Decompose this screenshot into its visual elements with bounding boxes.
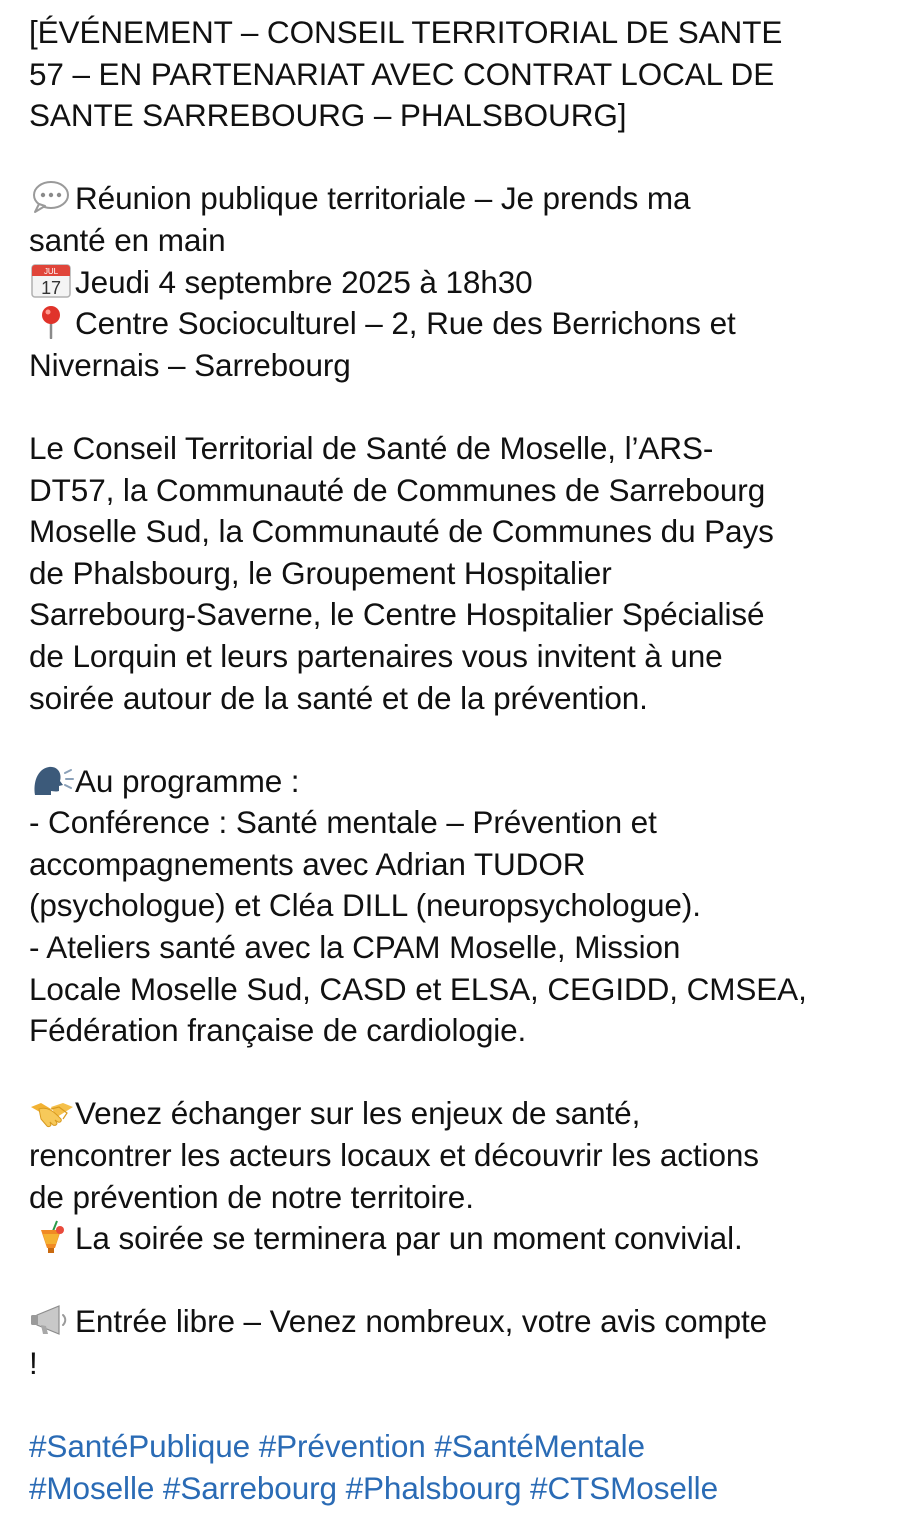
meeting-title-cont: santé en main [29, 221, 226, 258]
program-line: Locale Moselle Sud, CASD et ELSA, CEGIDD, CMSEA, [29, 970, 807, 1007]
title-line: 57 – EN PARTENARIAT AVEC CONTRAT LOCAL DE [29, 55, 775, 92]
location-line [29, 303, 870, 345]
exchange-text-cont: de prévention de notre territoire. [29, 1178, 474, 1215]
meeting-title: Réunion publique territoriale – Je prends ma [75, 180, 691, 217]
hashtag-link[interactable]: #Prévention [258, 1428, 426, 1465]
calendar-day: 17 [41, 277, 61, 298]
program-heading: Au programme : [75, 762, 300, 799]
post-title [29, 12, 870, 137]
entry-line [29, 1301, 870, 1343]
megaphone-icon [29, 1303, 75, 1337]
exchange-text: Venez échanger sur les enjeux de santé, [75, 1095, 641, 1132]
exchange-section [29, 1093, 870, 1259]
intro-line: de Phalsbourg, le Groupement Hospitalier [29, 554, 612, 591]
hashtag-line [29, 1468, 870, 1510]
hashtag-link[interactable]: #CTSMoselle [530, 1469, 718, 1506]
hashtag-link[interactable]: #Moselle [29, 1469, 155, 1506]
intro-line: Le Conseil Territorial de Santé de Moselle, l’ARS- [29, 429, 714, 466]
date-line [29, 262, 870, 304]
speaking-head-icon [29, 763, 75, 797]
intro-paragraph [29, 428, 870, 719]
program-line: accompagnements avec Adrian TUDOR [29, 845, 586, 882]
calendar-icon [29, 264, 75, 298]
hashtags [29, 1426, 870, 1509]
program-line: - Conférence : Santé mentale – Prévention et [29, 804, 657, 841]
intro-line: Moselle Sud, la Communauté de Communes du Pays [29, 513, 774, 550]
hashtag-link[interactable]: #Sarrebourg [162, 1469, 337, 1506]
program-heading-line [29, 761, 870, 803]
closing-line [29, 1218, 870, 1260]
event-date: Jeudi 4 septembre 2025 à 18h30 [75, 263, 533, 300]
entry-text-cont: ! [29, 1345, 38, 1381]
event-location-cont: Nivernais – Sarrebourg [29, 346, 351, 383]
exchange-text-cont: rencontrer les acteurs locaux et découvrir les actions [29, 1137, 759, 1174]
handshake-icon [29, 1095, 75, 1129]
intro-line: de Lorquin et leurs partenaires vous invitent à une [29, 637, 723, 674]
entry-section [29, 1301, 870, 1384]
title-line: [ÉVÉNEMENT – CONSEIL TERRITORIAL DE SANTE [29, 14, 783, 50]
closing-text: La soirée se terminera par un moment convivial. [75, 1220, 743, 1257]
program-line: - Ateliers santé avec la CPAM Moselle, Mission [29, 929, 681, 966]
hashtag-link[interactable]: #SantéPublique [29, 1428, 251, 1465]
title-line: SANTE SARREBOURG – PHALSBOURG] [29, 97, 627, 134]
pin-icon [29, 305, 75, 339]
intro-line: soirée autour de la santé et de la prévention. [29, 679, 648, 716]
program-line: Fédération française de cardiologie. [29, 1012, 527, 1049]
intro-line: Sarrebourg-Saverne, le Centre Hospitalier Spécialisé [29, 596, 765, 633]
program-line: (psychologue) et Cléa DILL (neuropsychologue). [29, 887, 701, 924]
event-details [29, 178, 870, 386]
entry-text: Entrée libre – Venez nombreux, votre avis compte [75, 1303, 768, 1340]
intro-line: DT57, la Communauté de Communes de Sarrebourg [29, 471, 766, 508]
exchange-line [29, 1093, 870, 1135]
tropical-drink-icon [29, 1220, 75, 1254]
meeting-line [29, 178, 870, 220]
program-section [29, 761, 870, 1052]
hashtag-link[interactable]: #SantéMentale [434, 1428, 645, 1465]
hashtag-link[interactable]: #Phalsbourg [345, 1469, 522, 1506]
speech-bubble-icon [29, 180, 75, 214]
event-location: Centre Socioculturel – 2, Rue des Berrichons et [75, 305, 736, 342]
hashtag-line [29, 1426, 870, 1468]
calendar-month: JUL [44, 266, 58, 276]
